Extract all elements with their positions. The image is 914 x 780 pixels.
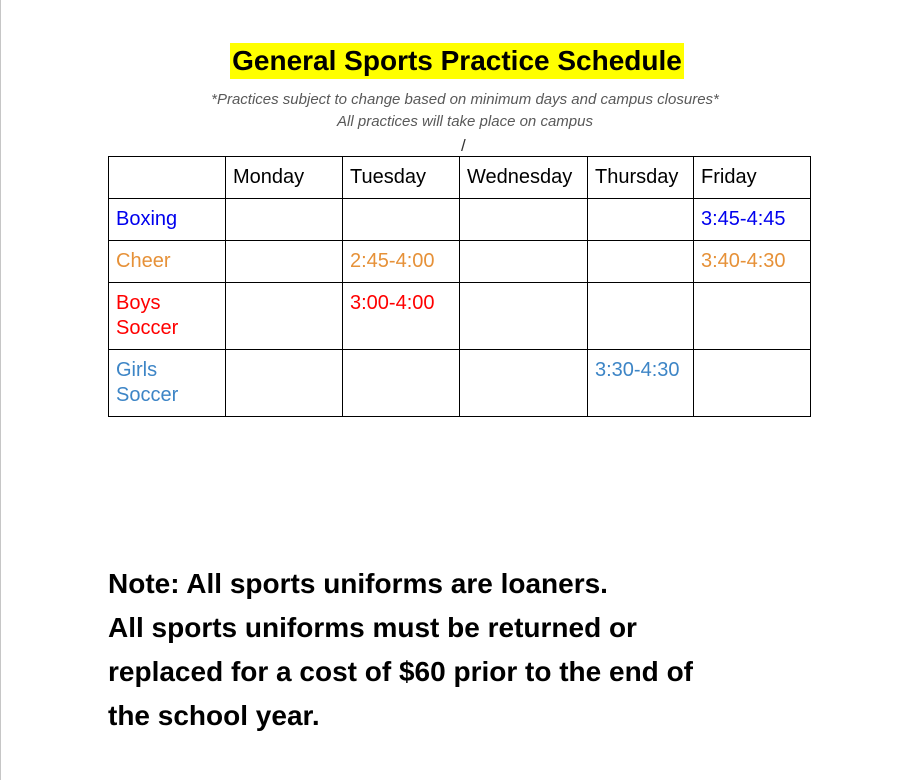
table-cell	[588, 241, 694, 283]
header-cell-thursday: Thursday	[588, 157, 694, 199]
table-cell	[226, 350, 343, 417]
table-cell	[226, 199, 343, 241]
table-row-boxing	[109, 199, 811, 241]
table-cell	[343, 350, 460, 417]
table-row-girls-soccer	[109, 350, 811, 417]
sport-label-girls-soccer: Girls Soccer	[109, 350, 226, 417]
header-cell-tuesday: Tuesday	[343, 157, 460, 199]
header-cell-empty	[109, 157, 226, 199]
table-cell	[460, 350, 588, 417]
table-row-boys-soccer	[109, 283, 811, 350]
table-cell	[460, 199, 588, 241]
subtitle-disclaimer: *Practices subject to change based on minimum days and campus closures*	[211, 91, 719, 108]
note-line: replaced for a cost of $60 prior to the end of	[108, 656, 693, 687]
sport-label-boxing: Boxing	[109, 199, 226, 241]
table-cell	[588, 199, 694, 241]
table-row-cheer	[109, 241, 811, 283]
text-cursor-mark: /	[461, 136, 466, 155]
sport-label-cheer: Cheer	[109, 241, 226, 283]
table-cell: 3:00-4:00	[343, 283, 460, 350]
uniform-note	[108, 562, 808, 738]
table-header-row	[109, 157, 811, 199]
document-title: General Sports Practice Schedule	[230, 43, 684, 79]
table-cell	[460, 283, 588, 350]
subtitle-location: All practices will take place on campus	[337, 113, 593, 130]
table-cell	[694, 283, 811, 350]
note-line: All sports uniforms must be returned or	[108, 612, 637, 643]
table-cell	[694, 350, 811, 417]
table-cell	[226, 283, 343, 350]
table-cell: 2:45-4:00	[343, 241, 460, 283]
table-cell	[343, 199, 460, 241]
schedule-table	[108, 156, 811, 417]
note-line: the school year.	[108, 700, 320, 731]
table-cell: 3:40-4:30	[694, 241, 811, 283]
header-cell-monday: Monday	[226, 157, 343, 199]
table-cell	[588, 283, 694, 350]
header-cell-friday: Friday	[694, 157, 811, 199]
header-cell-wednesday: Wednesday	[460, 157, 588, 199]
table-cell: 3:45-4:45	[694, 199, 811, 241]
title-container	[0, 43, 914, 79]
table-cell	[460, 241, 588, 283]
table-cell	[226, 241, 343, 283]
note-line: Note: All sports uniforms are loaners.	[108, 568, 608, 599]
sport-label-boys-soccer: Boys Soccer	[109, 283, 226, 350]
table-cell: 3:30-4:30	[588, 350, 694, 417]
